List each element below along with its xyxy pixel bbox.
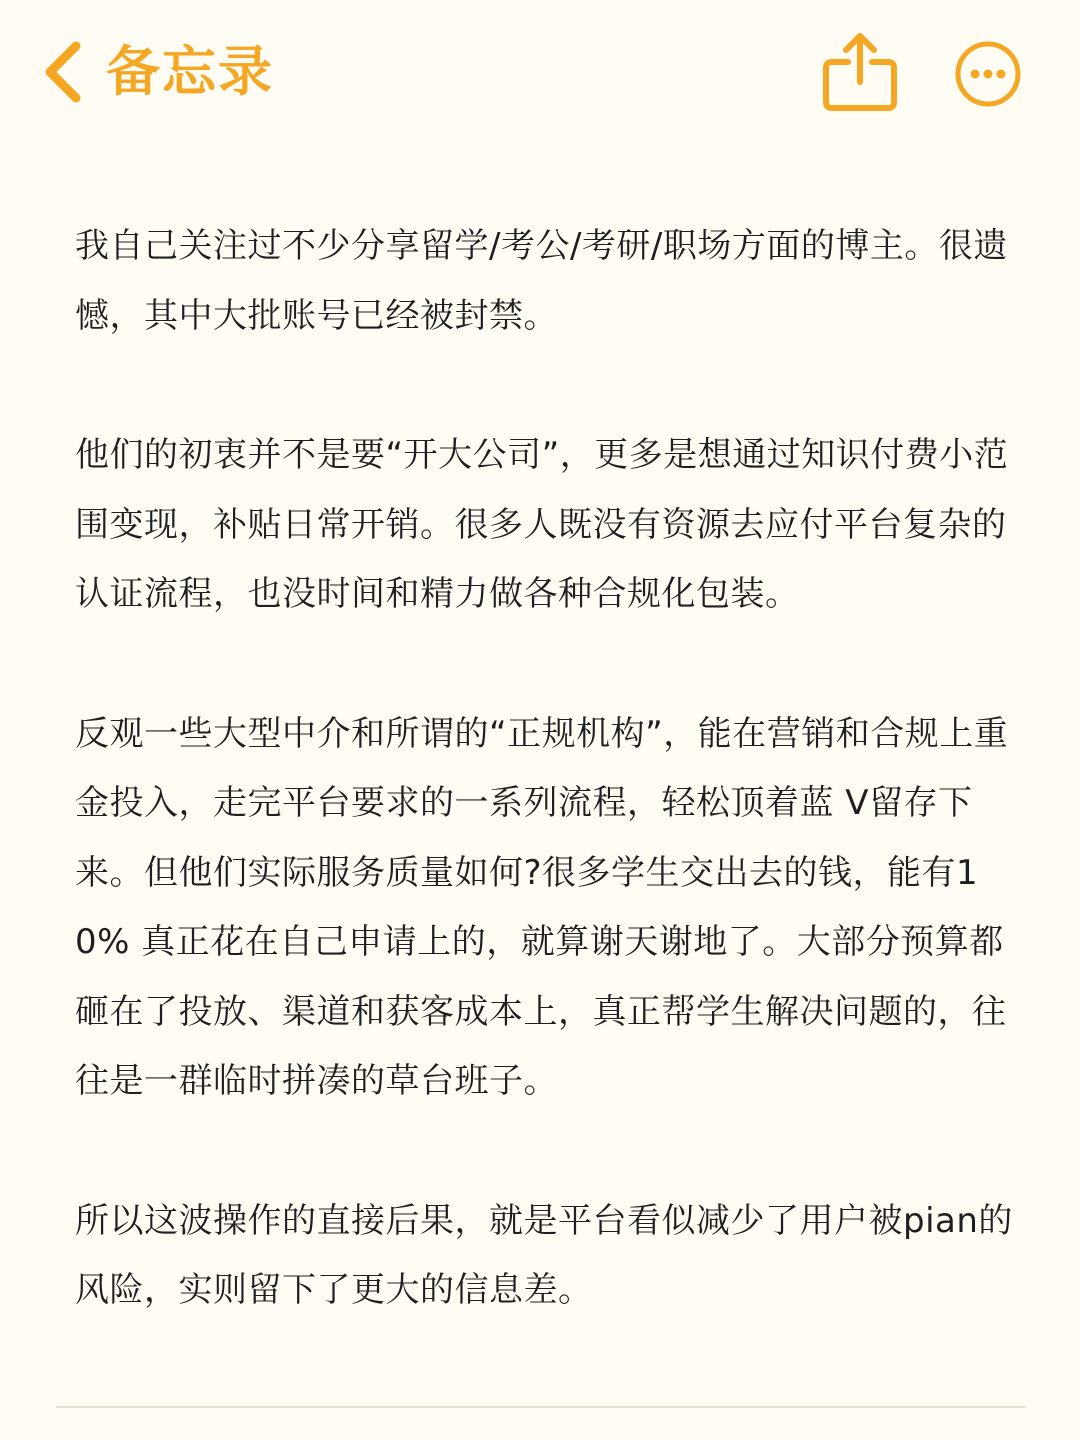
- back-button[interactable]: [40, 32, 274, 112]
- bottom-divider: [56, 1406, 1026, 1408]
- note-paragraph: 所以这波操作的直接后果，就是平台看似减少了用户被pian的风险，实则留下了更大的信息差。: [75, 1200, 1013, 1310]
- nav-bar: [0, 0, 1080, 150]
- note-paragraph: 我自己关注过不少分享留学/考公/考研/职场方面的博主。很遗憾，其中大批账号已经被封禁。: [75, 226, 1008, 336]
- note-body[interactable]: [75, 212, 1015, 1396]
- more-icon: [954, 40, 1022, 108]
- chevron-left-icon: [40, 40, 84, 104]
- share-icon: [818, 30, 902, 114]
- share-button[interactable]: [818, 30, 902, 114]
- note-paragraph: 他们的初衷并不是要“开大公司”，更多是想通过知识付费小范围变现，补贴日常开销。很多人既没有资源去应付平台复杂的认证流程，也没时间和精力做各种合规化包装。: [75, 435, 1009, 614]
- more-button[interactable]: [954, 40, 1022, 108]
- note-paragraph: 反观一些大型中介和所谓的“正规机构”，能在营销和合规上重金投入，走完平台要求的一系列流程，轻松顶着蓝 V留存下来。但他们实际服务质量如何?很多学生交出去的钱，能有10% 真正花在自己申请上的，就算谢天谢地了。大部分预算都砸在了投放、渠道和获客成本上，真正帮学生解决问题的，往往是一群临时拼凑的草台班子。: [75, 713, 1009, 1101]
- back-label: 备忘录: [106, 40, 274, 103]
